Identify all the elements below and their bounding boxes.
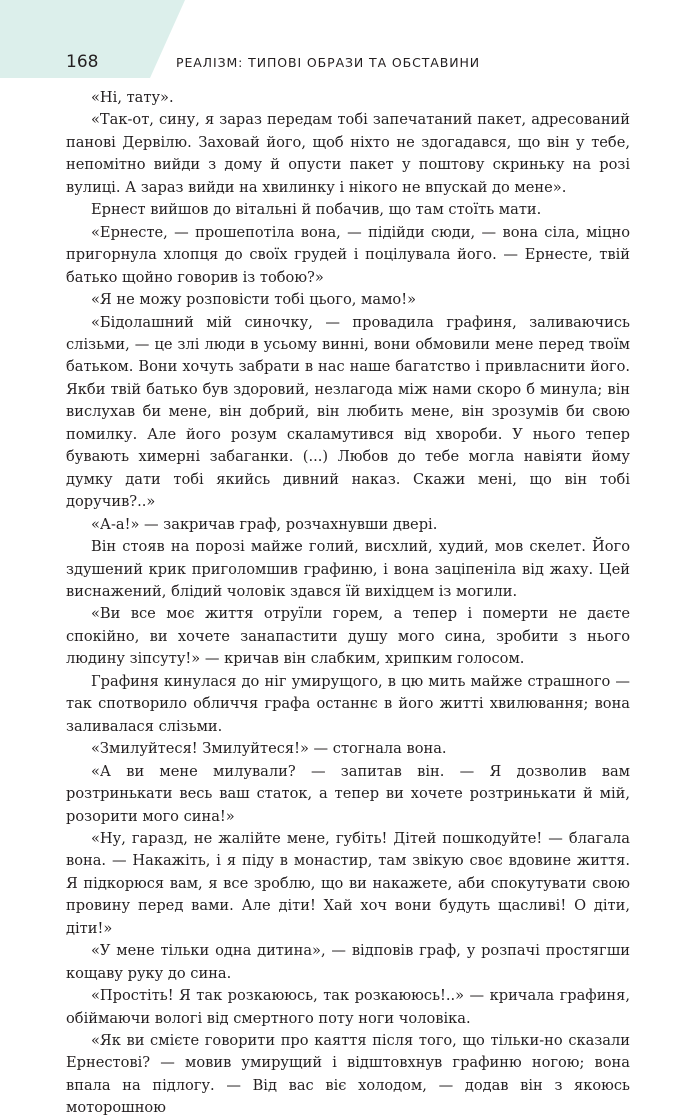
paragraph: Графиня кинулася до ніг умирущого, в цю мить майже страшного — так спотворило обличчя графа останнє в його житті хвилювання; вона заливалася слізьми. <box>66 672 630 735</box>
paragraph: «Ернесте, — прошепотіла вона, — підійди сюди, — вона сіла, міцно пригорнула хлопця до своїх грудей і поцілувала його. — Ернесте, твій батько щойно говорив із тобою?» <box>66 223 630 286</box>
paragraph: «Так-от, сину, я зараз передам тобі запечатаний пакет, адресований панові Дервілю. Заховай його, щоб ніхто не здогадався, що він у тебе, непомітно вийди з дому й опусти пакет у поштову скриньку на розі вулиці. А зараз вийди на хвилинку і нікого не впускай до мене». <box>66 111 630 196</box>
paragraph: «Змилуйтеся! Змилуйтеся!» — стогнала вона. <box>91 740 447 758</box>
paragraph: Ернест вийшов до вітальні й побачив, що там стоїть мати. <box>91 201 542 219</box>
paragraph: «Я не можу розповісти тобі цього, мамо!» <box>91 291 417 309</box>
paragraph: «Ні, тату». <box>91 89 174 106</box>
paragraph: «У мене тільки одна дитина», — відповів граф, у розпачі простягши кощаву руку до сина. <box>66 942 630 982</box>
paragraph: «А ви мене милували? — запитав він. — Я дозволив вам розтринькати весь ваш статок, а тепер ви хочете розтринькати й мій, розорити мого сина!» <box>66 762 630 825</box>
paragraph: «А-а!» — закричав граф, розчахнувши двері. <box>91 515 438 533</box>
paragraph: «Бідолашний мій синочку, — провадила графиня, заливаючись слізьми, — це злі люди в усьому винні, вони обмовили мене перед твоїм батьком. Вони хочуть забрати в нас наше багатство і привласнити його. Якби твій батько був здоровий, незлагода між нами скоро б минула; він вислухав би мене, він добрий, він любить мене, він зрозумів би свою помилку. Але його розум скаламутився від хвороби. У нього тепер бувають химерні забаганки. (...) Любов до тебе могла навіяти йому думку дати тобі якийсь дивний наказ. Скажи мені, що він тобі доручив?..» <box>66 313 630 511</box>
body-text <box>66 87 630 1120</box>
paragraph: Він стояв на порозі майже голий, висхлий, худий, мов скелет. Його здушений крик приголомшив графиню, і вона заціпеніла від жаху. Цей виснажений, блідий чоловік здався їй вихідцем із могили. <box>66 538 630 600</box>
paragraph: «Простіть! Я так розкаююсь, так розкаююсь!..» — кричала графиня, обіймаючи вологі від смертного поту ноги чоловіка. <box>66 987 630 1027</box>
paragraph: «Ну, гаразд, не жалійте мене, губіть! Дітей пошкодуйте! — благала вона. — Накажіть, і я піду в монастир, там звікую своє вдовине життя. Я підкорюся вам, я все зроблю, що ви накажете, аби спокутувати свою провину перед вами. Але діти! Хай хоч вони будуть щасливі! О діти, діти!» <box>66 829 630 937</box>
paragraph: «Як ви смієте говорити про каяття після того, що тільки-но сказали Ернестові? — мовив умирущий і відштовхнув графиню ногою; вона впала на підлогу. — Від вас віє холодом, — додав він з якоюсь моторошною <box>66 1032 630 1117</box>
page-number: 168 <box>66 52 99 72</box>
running-title: РЕАЛІЗМ: ТИПОВІ ОБРАЗИ ТА ОБСТАВИНИ <box>176 55 481 70</box>
paragraph: «Ви все моє життя отруїли горем, а тепер і померти не даєте спокійно, ви хочете занапастити душу мого сина, зробити з нього людину зіпсуту!» — кричав він слабким, хрипким голосом. <box>66 605 630 668</box>
